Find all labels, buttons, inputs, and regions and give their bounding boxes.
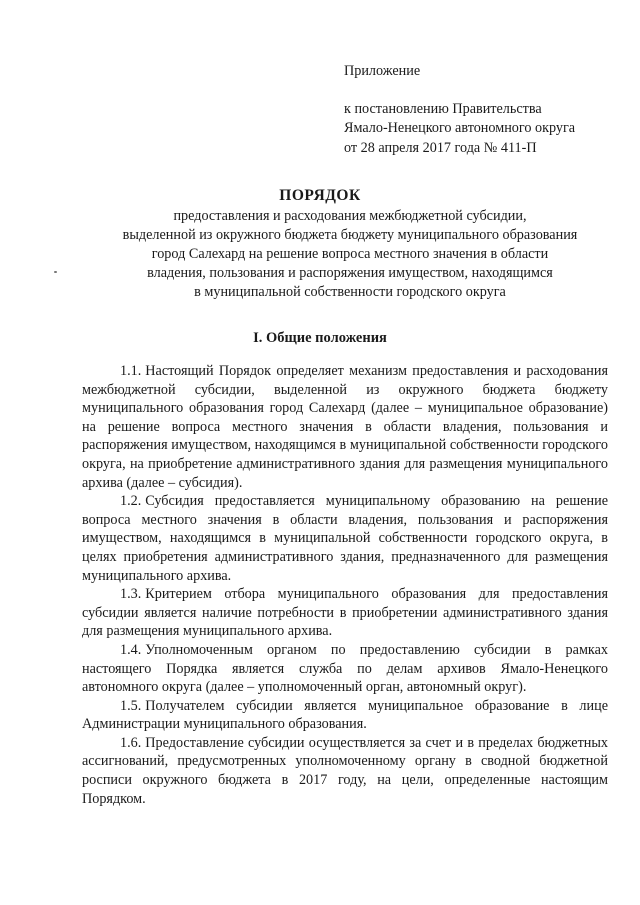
subtitle-line: выделенной из окружного бюджета бюджету муниципального образования [122, 227, 578, 243]
paragraph-1-5 [82, 697, 608, 734]
subtitle-line: владения, пользования и распоряжения имуществом, находящимся [147, 265, 553, 281]
paragraph-number: 1.3. [120, 586, 142, 603]
paragraph-number: 1.6. [120, 734, 142, 751]
paragraph-text: Субсидия предоставляется муниципальному образованию на решение вопроса местного значения в области владения, пользования и распоряжения имуществом, находящимся в муниципальной собственности городского округа, в целях приобретения административного здания, предназначенного для размещения муниципального архива. [82, 493, 608, 584]
paragraph-1-1 [82, 362, 608, 492]
paragraph-text: Уполномоченным органом по предоставлению субсидии в рамках настоящего Порядка является служба по делам архивов Ямало-Ненецкого автономного округа (далее – уполномоченный орган, автономный округ). [82, 641, 608, 696]
annex-title: Приложение [344, 63, 421, 79]
paragraph-1-2 [82, 492, 608, 585]
document-subtitle [60, 207, 640, 302]
subtitle-line: город Салехард на решение вопроса местного значения в области [151, 246, 549, 262]
subtitle-line: предоставления и расходования межбюджетной субсидии, [173, 208, 527, 224]
annex-line: от 28 апреля 2017 года № 411-П [344, 139, 537, 156]
paragraph-text: Настоящий Порядок определяет механизм предоставления и расходования межбюджетной субсидии, выделенной из окружного бюджета бюджету муниципального образования город Салехард (далее – муниципальное образование) на решение вопроса местного значения в области владения, пользования и распоряжения имуществом, находящимся в муниципальной собственности городского округа, на приобретение административного здания для размещения муниципального архива (далее – субсидия). [82, 363, 608, 491]
paragraph-number: 1.1. [120, 363, 142, 379]
paragraph-1-3 [82, 585, 608, 641]
subtitle-line: в муниципальной собственности городского округа [194, 284, 506, 300]
paragraph-1-6 [82, 734, 608, 808]
paragraph-text: Получателем субсидии является муниципальное образование в лице Администрации муниципального образования. [82, 697, 608, 733]
paragraph-text: Критерием отбора муниципального образования для предоставления субсидии является наличие потребности в приобретении административного здания для размещения муниципального архива. [82, 586, 608, 640]
section-heading: I. Общие положения [253, 330, 387, 346]
annex-line: Ямало-Ненецкого автономного округа [344, 120, 576, 136]
paragraph-text: Предоставление субсидии осуществляется за счет и в пределах бюджетных ассигнований, предусмотренных уполномоченному органу в сводной бюджетной росписи окружного бюджета в 2017 году, на цели, определенные настоящим Порядком. [82, 734, 608, 807]
document-title: ПОРЯДОК [279, 187, 361, 204]
scan-speck [54, 271, 57, 273]
paragraph-number: 1.4. [120, 641, 142, 658]
annex-line: к постановлению Правительства [344, 100, 542, 117]
paragraph-number: 1.2. [120, 493, 142, 510]
section-body [82, 362, 608, 808]
paragraph-number: 1.5. [120, 697, 142, 714]
annex-block [344, 62, 624, 158]
paragraph-1-4 [82, 641, 608, 697]
